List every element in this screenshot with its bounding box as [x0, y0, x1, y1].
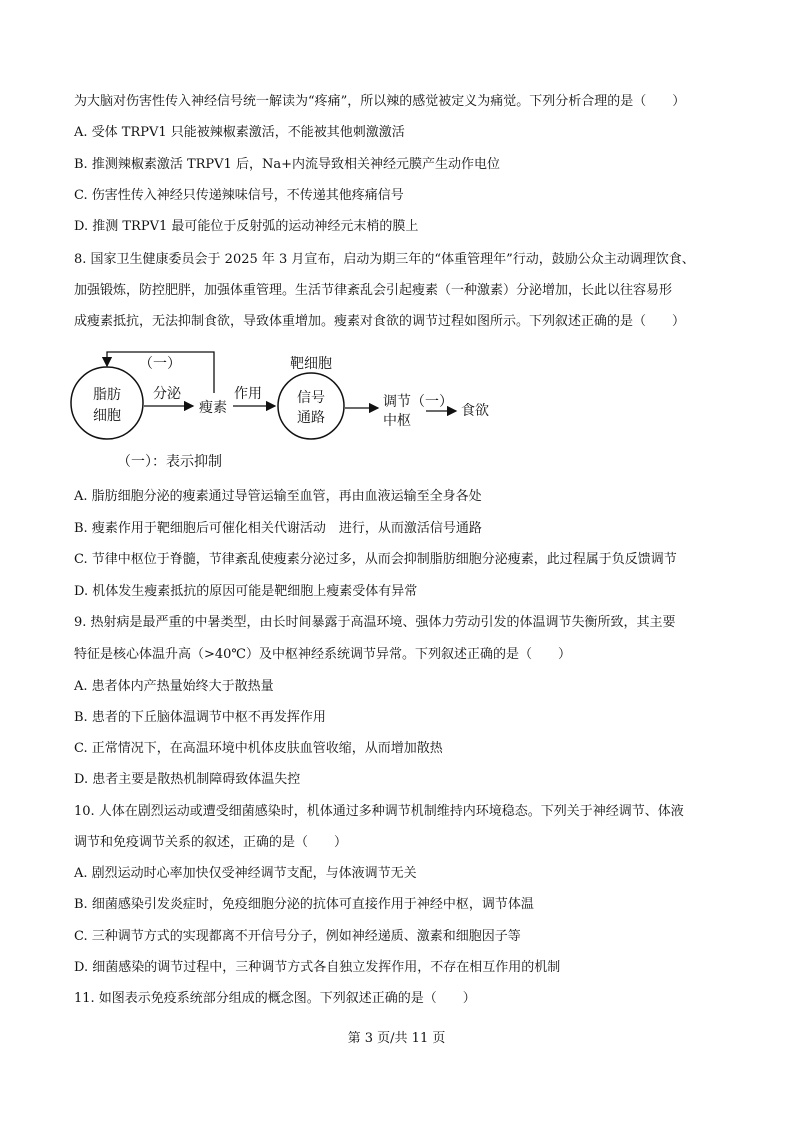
q7-option-c: C. 伤害性传入神经只传递辣味信号，不传递其他疼痛信号 — [74, 188, 404, 203]
q8-stem-line-1: 8. 国家卫生健康委员会于 2025 年 3 月宣布，启动为期三年的“体重管理年”行动，鼓励公众主动调理饮食、 — [74, 252, 695, 267]
regulate-label: 调节（一） — [383, 394, 453, 410]
q7-option-b: B. 推测辣椒素激活 TRPV1 后，Na+内流导致相关神经元膜产生动作电位 — [74, 157, 500, 172]
diagram-legend: （一）：表示抑制 — [117, 454, 222, 470]
q9-stem-line-2: 特征是核心体温升高（>40℃）及中枢神经系统调节异常。下列叙述正确的是（ ） — [74, 647, 571, 662]
q9-option-d: D. 患者主要是散热机制障碍致体温失控 — [74, 772, 301, 787]
q10-stem-line-2: 调节和免疫调节关系的叙述，正确的是（ ） — [74, 835, 348, 850]
q9-option-b: B. 患者的下丘脑体温调节中枢不再发挥作用 — [74, 710, 326, 725]
fat-cell-label-1: 脂肪 — [93, 387, 121, 403]
q9-option-a: A. 患者体内产热量始终大于散热量 — [74, 679, 274, 694]
q10-option-a: A. 剧烈运动时心率加快仅受神经调节支配，与体液调节无关 — [74, 866, 417, 881]
q8-option-a: A. 脂肪细胞分泌的瘦素通过导管运输至血管，再由血液运输至全身各处 — [74, 489, 482, 504]
q8-stem-line-2: 加强锻炼，防控肥胖，加强体重管理。生活节律紊乱会引起瘦素（一种激素）分泌增加，长此以往容易形 — [74, 283, 673, 298]
q7-option-a: A. 受体 TRPV1 只能被辣椒素激活，不能被其他刺激激活 — [74, 125, 405, 140]
q10-option-c: C. 三种调节方式的实现都离不开信号分子，例如神经递质、激素和细胞因子等 — [74, 929, 521, 944]
act-label: 作用 — [234, 386, 262, 402]
q8-option-d: D. 机体发生瘦素抵抗的原因可能是靶细胞上瘦素受体有异常 — [74, 584, 418, 599]
feedback-label: （一） — [139, 356, 181, 372]
secrete-label: 分泌 — [153, 386, 181, 402]
signal-label-2: 通路 — [297, 410, 325, 426]
q7-stem-tail: 为大脑对伤害性传入神经信号统一解读为“疼痛”，所以辣的感觉被定义为痛觉。下列分析合理的是（ ） — [74, 94, 686, 109]
q11-stem: 11. 如图表示免疫系统部分组成的概念图。下列叙述正确的是（ ） — [74, 991, 476, 1006]
q8-option-c: C. 节律中枢位于脊髓，节律紊乱使瘦素分泌过多，从而会抑制脂肪细胞分泌瘦素，此过程属于负反馈调节 — [74, 552, 677, 567]
q9-option-c: C. 正常情况下，在高温环境中机体皮肤血管收缩，从而增加散热 — [74, 741, 443, 756]
q10-option-b: B. 细菌感染引发炎症时，免疫细胞分泌的抗体可直接作用于神经中枢，调节体温 — [74, 897, 534, 912]
appetite-label: 食欲 — [461, 403, 489, 419]
q10-stem-line-1: 10. 人体在剧烈运动或遭受细菌感染时，机体通过多种调节机制维持内环境稳态。下列关于神经调节、体液 — [74, 804, 684, 819]
q10-option-d: D. 细菌感染的调节过程中，三种调节方式各自独立发挥作用，不存在相互作用的机制 — [74, 960, 561, 975]
target-cell-label: 靶细胞 — [290, 356, 332, 372]
q9-stem-line-1: 9. 热射病是最严重的中暑类型，由长时间暴露于高温环境、强体力劳动引发的体温调节失衡所致，其主要 — [74, 615, 676, 630]
leptin-label: 瘦素 — [199, 400, 227, 416]
page-footer: 第 3 页/共 11 页 — [347, 1031, 446, 1046]
fat-cell-node — [71, 367, 143, 439]
q8-stem-line-3: 成瘦素抵抗，无法抑制食欲，导致体重增加。瘦素对食欲的调节过程如图所示。下列叙述正确的是（ ） — [74, 314, 686, 329]
feedback-arrow — [107, 352, 214, 393]
fat-cell-label-2: 细胞 — [93, 408, 121, 424]
signal-label-1: 信号 — [297, 390, 325, 406]
center-label: 中枢 — [383, 413, 411, 429]
target-cell-node — [278, 373, 344, 439]
q8-option-b: B. 瘦素作用于靶细胞后可催化相关代谢活动 进行，从而激活信号通路 — [74, 521, 482, 536]
q7-option-d: D. 推测 TRPV1 最可能位于反射弧的运动神经元末梢的膜上 — [74, 219, 419, 234]
